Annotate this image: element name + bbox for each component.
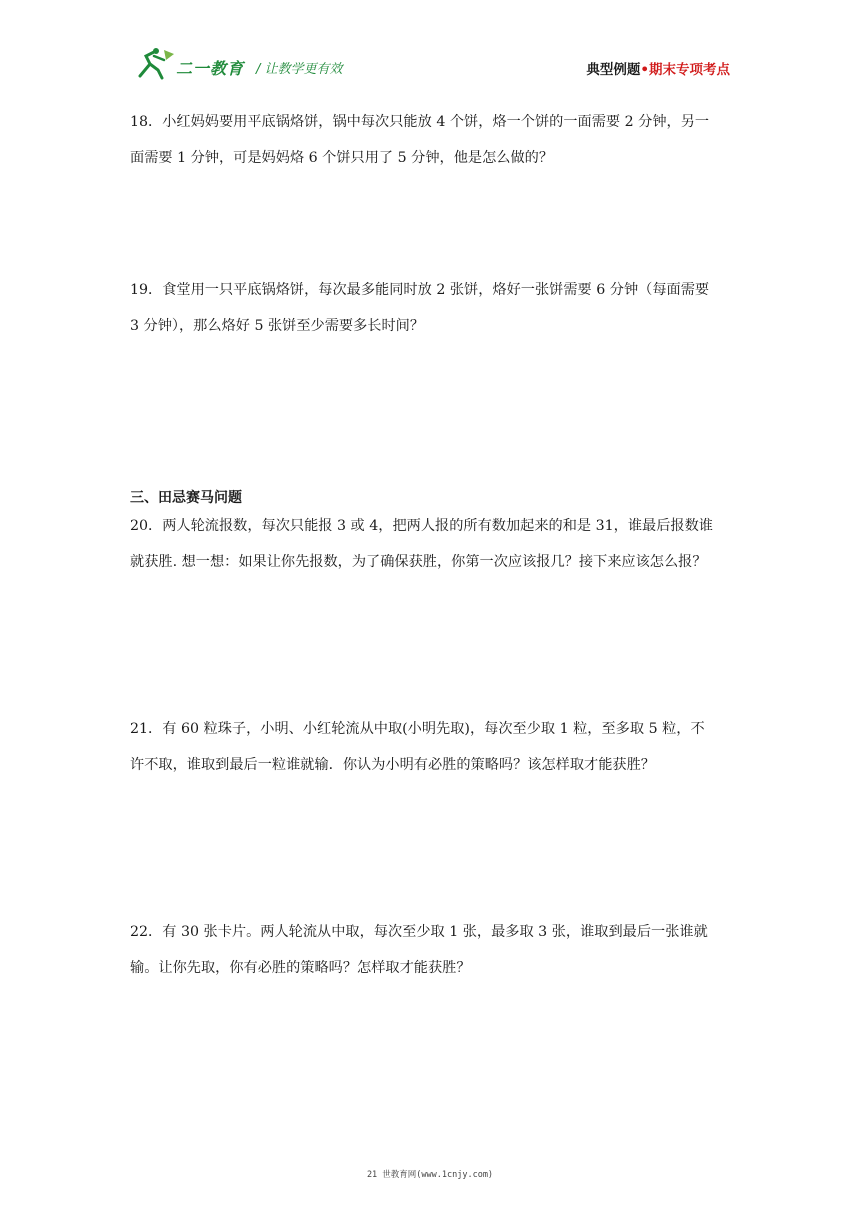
header-category-part1: 典型例题 — [586, 62, 641, 78]
brand-name: 二一教育 — [176, 59, 245, 78]
brand-slogan: / 让教学更有效 — [256, 62, 343, 77]
header-category — [586, 58, 730, 78]
page-footer: 21 世教育网(www.1cnjy.com) — [366, 1170, 494, 1180]
page-header — [0, 0, 860, 90]
question-20 — [130, 508, 732, 580]
question-22 — [130, 914, 732, 986]
question-line: 18．小红妈妈要用平底锅烙饼，锅中每次只能放 4 个饼，烙一个饼的一面需要 2 分钟，另一 — [130, 114, 710, 130]
question-line: 许不取，谁取到最后一粒谁就输．你认为小明有必胜的策略吗？该怎样取才能获胜？ — [130, 757, 655, 773]
section-title: 三、田忌赛马问题 — [130, 490, 242, 506]
question-line: 19．食堂用一只平底锅烙饼，每次最多能同时放 2 张饼，烙好一张饼需要 6 分钟（每面需要 — [130, 282, 710, 298]
question-line: 3 分钟），那么烙好 5 张饼至少需要多长时间？ — [130, 318, 425, 334]
question-21 — [130, 711, 732, 783]
question-line: 面需要 1 分钟，可是妈妈烙 6 个饼只用了 5 分钟，他是怎么做的？ — [130, 150, 554, 166]
question-line: 就获胜. 想一想：如果让你先报数，为了确保获胜，你第一次应该报几？接下来应该怎么报？ — [130, 554, 707, 570]
question-line: 21．有 60 粒珠子，小明、小红轮流从中取(小明先取)，每次至少取 1 粒，至多取 5 粒，不 — [130, 721, 705, 737]
question-line: 22．有 30 张卡片。两人轮流从中取，每次至少取 1 张，最多取 3 张，谁取到最后一张谁就 — [130, 924, 708, 940]
question-line: 输。让你先取，你有必胜的策略吗？怎样取才能获胜？ — [130, 960, 471, 976]
question-line: 20．两人轮流报数，每次只能报 3 或 4，把两人报的所有数加起来的和是 31，谁最后报数谁 — [130, 518, 713, 534]
question-19 — [130, 272, 732, 344]
running-man-flag-icon — [136, 46, 176, 80]
question-18 — [130, 104, 732, 176]
header-category-part2: •期末专项考点 — [640, 62, 730, 78]
